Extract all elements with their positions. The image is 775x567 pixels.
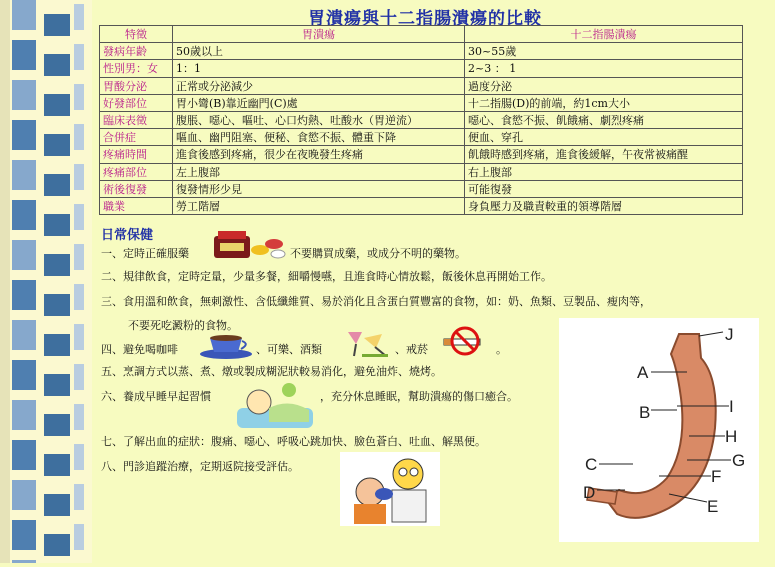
- doctor-patient-icon: [340, 452, 440, 530]
- stripe-block: [12, 400, 36, 430]
- table-row: [100, 43, 743, 60]
- stripe-block: [44, 54, 70, 76]
- label-f: F: [711, 467, 722, 486]
- care-item-3: 三、食用溫和飲食，無刺激性、含低纖維質、易於消化且含蛋白質豐富的食物，如：奶、魚類、豆製品、瘦肉等，: [101, 295, 651, 308]
- label-j: J: [725, 325, 734, 344]
- stripe-block: [74, 324, 84, 350]
- table-row: [100, 94, 743, 111]
- stripe-block: [12, 280, 36, 310]
- stripe-block: [12, 360, 36, 390]
- stripe-block: [44, 134, 70, 156]
- duodenal-ulcer-cell: 2~3 ： 1: [465, 60, 743, 77]
- row-label: 好發部位: [100, 94, 173, 111]
- care-item-4-drinks: 、可樂、酒類: [256, 343, 322, 356]
- gastric-ulcer-cell: 正常或分泌減少: [173, 77, 465, 94]
- coffee-cup-icon: [198, 332, 256, 364]
- duodenal-ulcer-cell: 30~55歲: [465, 43, 743, 60]
- stripe-block: [74, 524, 84, 550]
- stripe-block: [12, 120, 36, 150]
- gastric-ulcer-cell: 進食後感到疼痛，很少在夜晚發生疼痛: [173, 146, 465, 163]
- stripe-block: [12, 200, 36, 230]
- table-row: [100, 129, 743, 146]
- stripe-block: [74, 164, 84, 190]
- table-row: [100, 77, 743, 94]
- stripe-block: [44, 414, 70, 436]
- gastric-ulcer-cell: 勞工階層: [173, 197, 465, 214]
- stripe-block: [44, 534, 70, 556]
- care-item-1: [101, 245, 189, 261]
- table-header-row: [100, 26, 743, 43]
- row-label: 疼痛部位: [100, 163, 173, 180]
- row-label: 性別男：女: [100, 60, 173, 77]
- gastric-ulcer-cell: 50歲以上: [173, 43, 465, 60]
- care-item-2: 二、規律飲食，定時定量，少量多餐，細嚼慢嚥，且進食時心情放鬆，飯後休息再開始工作。: [101, 270, 552, 283]
- row-label: 術後復發: [100, 180, 173, 197]
- label-d: D: [583, 483, 596, 502]
- label-h: H: [725, 427, 738, 446]
- table-row: [100, 146, 743, 163]
- row-label: 合併症: [100, 129, 173, 146]
- stripe-block: [74, 44, 84, 70]
- duodenal-ulcer-cell: 噁心、食慾不振、飢餓痛、劇烈疼痛: [465, 111, 743, 128]
- stripe-block: [74, 84, 84, 110]
- decorative-sidebar: [0, 0, 92, 563]
- table-row: [100, 197, 743, 214]
- gastric-ulcer-cell: 左上腹部: [173, 163, 465, 180]
- table-row: [100, 111, 743, 128]
- header-cell: 特徵: [100, 26, 173, 43]
- care-item-1-text: 一、定時正確服藥: [101, 247, 189, 260]
- stripe-block: [74, 404, 84, 430]
- gastric-ulcer-cell: 胃小彎(B)靠近幽門(C)處: [173, 94, 465, 111]
- duodenal-ulcer-cell: 身負壓力及職責較重的領導階層: [465, 197, 743, 214]
- row-label: 臨床表徵: [100, 111, 173, 128]
- label-g: G: [732, 451, 746, 470]
- care-item-3-cont: 不要死吃澱粉的食物。: [128, 319, 238, 332]
- stripe-block: [44, 494, 70, 516]
- stripe-block: [74, 444, 84, 470]
- stripe-block: [44, 294, 70, 316]
- stripe-block: [44, 374, 70, 396]
- label-i: I: [729, 397, 734, 416]
- row-label: 職業: [100, 197, 173, 214]
- care-item-7: 七、了解出血的症狀：腹痛、噁心、呼吸心跳加快、臉色蒼白、吐血、解黑便。: [101, 435, 486, 448]
- care-item-1-note: 不要購買成藥，或成分不明的藥物。: [290, 247, 466, 260]
- stripe-block: [12, 160, 36, 190]
- no-smoking-icon: [438, 326, 492, 360]
- label-a: A: [637, 363, 649, 382]
- header-cell: 胃潰瘍: [173, 26, 465, 43]
- duodenal-ulcer-cell: 便血、穿孔: [465, 129, 743, 146]
- care-item-4-smoke: 、戒菸: [395, 343, 428, 356]
- label-e: E: [707, 497, 719, 516]
- stripe-block: [12, 240, 36, 270]
- duodenal-ulcer-cell: 飢餓時感到疼痛，進食後緩解，午夜常被痛醒: [465, 146, 743, 163]
- stripe-block: [74, 4, 84, 30]
- stripe-block: [74, 484, 84, 510]
- gastric-ulcer-cell: 復發情形少見: [173, 180, 465, 197]
- stripe-block: [74, 364, 84, 390]
- care-item-5: 五、烹調方式以蒸、煮、燉或製成糊泥狀較易消化，避免油炸、燒烤。: [101, 365, 442, 378]
- stripe-block: [74, 284, 84, 310]
- care-item-4-end: 。: [496, 343, 507, 356]
- table-row: [100, 180, 743, 197]
- gastric-ulcer-cell: 嘔血、幽門阻塞、便秘、食慾不振、體重下降: [173, 129, 465, 146]
- care-item-6: 六、養成早睡早起習慣: [101, 390, 211, 403]
- stripe-block: [12, 480, 36, 510]
- label-b: B: [639, 403, 651, 422]
- page-title: 胃潰瘍與十二指腸潰瘍的比較: [308, 9, 542, 29]
- table-row: [100, 163, 743, 180]
- wine-glasses-icon: [342, 328, 392, 364]
- row-label: 發病年齡: [100, 43, 173, 60]
- care-item-8: 八、門診追蹤治療，定期返院接受評估。: [101, 460, 299, 473]
- label-c: C: [585, 455, 598, 474]
- comparison-table: [99, 25, 743, 215]
- duodenal-ulcer-cell: 可能復發: [465, 180, 743, 197]
- duodenal-ulcer-cell: 十二指腸(D)的前端，約1cm大小: [465, 94, 743, 111]
- stripe-block: [12, 0, 36, 30]
- stripe-block: [12, 440, 36, 470]
- medicine-icon: [208, 228, 288, 264]
- stripe-block: [44, 94, 70, 116]
- care-item-4: 四、避免喝咖啡: [101, 343, 178, 356]
- row-label: 疼痛時間: [100, 146, 173, 163]
- care-item-6-note: ，充分休息睡眠，幫助潰瘍的傷口癒合。: [320, 390, 518, 403]
- stripe-block: [74, 244, 84, 270]
- table-row: [100, 60, 743, 77]
- stomach-anatomy-diagram: [559, 318, 759, 546]
- stripe-block: [12, 40, 36, 70]
- duodenal-ulcer-cell: 右上腹部: [465, 163, 743, 180]
- sleeping-person-icon: [233, 378, 317, 436]
- row-label: 胃酸分泌: [100, 77, 173, 94]
- stripe-block: [44, 214, 70, 236]
- stripe-block: [44, 14, 70, 36]
- stripe-block: [12, 520, 36, 550]
- stripe-block: [44, 174, 70, 196]
- header-cell: 十二指腸潰瘍: [465, 26, 743, 43]
- stripe-block: [12, 320, 36, 350]
- stripe-block: [44, 254, 70, 276]
- daily-care-heading: 日常保健: [101, 228, 154, 243]
- stripe-block: [74, 124, 84, 150]
- stripe-block: [74, 204, 84, 230]
- stripe-block: [12, 80, 36, 110]
- duodenal-ulcer-cell: 過度分泌: [465, 77, 743, 94]
- stripe-block: [44, 454, 70, 476]
- gastric-ulcer-cell: 1：1: [173, 60, 465, 77]
- striped-border-graphic: [0, 0, 92, 563]
- gastric-ulcer-cell: 腹脹、噁心、嘔吐、心口灼熱、吐酸水（胃逆流）: [173, 111, 465, 128]
- stripe-block: [44, 334, 70, 356]
